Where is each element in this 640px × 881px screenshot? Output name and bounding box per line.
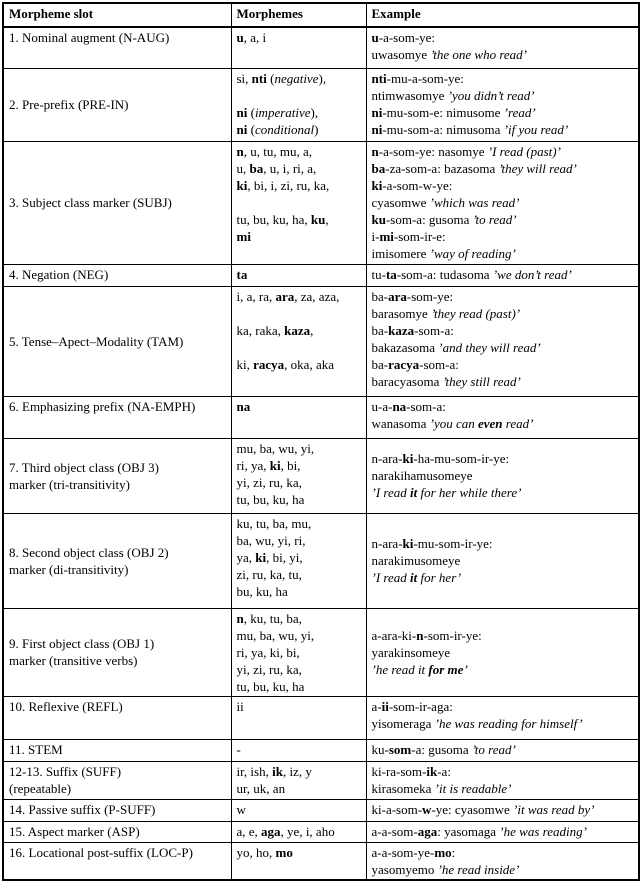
slot-cell (3, 396, 231, 438)
table-row-asp (3, 821, 639, 842)
text-line: kirasomeka ’it is readable’ (371, 780, 512, 796)
text-line: ku, tu, ba, mu, (236, 515, 312, 531)
text-line: ki-ra-som-ik-a: (371, 763, 451, 779)
text-line: yi, zi, ru, ka, (236, 474, 302, 490)
morphemes-cell (231, 739, 366, 761)
morphemes-cell (231, 396, 366, 438)
table-row-obj3 (3, 438, 639, 513)
column-header-morphemes: Morphemes (231, 3, 366, 27)
text-line (237, 305, 361, 322)
text-line: tu, bu, ku, ha (236, 491, 305, 507)
text-line: yisomeraga ’he was reading for himself’ (371, 715, 583, 731)
morphemes-cell (231, 842, 366, 880)
text-line: 7. Third object class (OBJ 3) (9, 459, 159, 475)
text-line: ki-a-som-w-ye: cyasomwe ’it was read by’ (371, 801, 595, 817)
text-line: mu, ba, wu, yi, (236, 440, 315, 456)
example-cell (366, 286, 639, 396)
example-cell (366, 799, 639, 821)
text-line: tu, bu, ku, ha (236, 678, 305, 694)
slot-cell (3, 141, 231, 264)
text-line: ni-mu-som-a: nimusoma ’if you read’ (371, 121, 569, 137)
table-row-na-emph (3, 396, 639, 438)
text-line: u, ba, u, i, ri, a, (236, 160, 317, 176)
table-row-neg (3, 264, 639, 286)
example-cell (366, 27, 639, 68)
header-row (3, 3, 639, 27)
table-row-loc-p (3, 842, 639, 880)
slot-cell (3, 513, 231, 608)
text-line: n-a-som-ye: nasomye ’I read (past)’ (371, 143, 561, 159)
table-row-p-suff (3, 799, 639, 821)
text-line: ba, wu, yi, ri, (236, 532, 306, 548)
morphemes-cell (231, 696, 366, 739)
slot-cell (3, 608, 231, 696)
text-line: 4. Negation (NEG) (9, 266, 109, 282)
table-row-obj2 (3, 513, 639, 608)
text-line: n-ara-ki-ha-mu-som-ir-ye: (371, 451, 510, 466)
text-line: ki, bi, i, zi, ru, ka, (236, 177, 330, 193)
text-line: i-mi-som-ir-e: (371, 228, 446, 244)
text-line: imisomere ’way of reading’ (371, 245, 516, 261)
morphemes-cell (231, 264, 366, 286)
column-header-morpheme-slot: Morpheme slot (3, 3, 231, 27)
text-line: cyasomwe ’which was read’ (371, 194, 520, 210)
text-line: ni (imperative), (236, 104, 319, 120)
text-line: 8. Second object class (OBJ 2) (9, 544, 169, 560)
text-line: n, u, tu, mu, a, (236, 143, 312, 159)
text-line: tu, bu, ku, ha, ku, (236, 211, 329, 227)
example-cell (366, 438, 639, 513)
text-line: u, a, i (236, 30, 267, 45)
text-line: a, e, aga, ye, i, aho (236, 823, 335, 839)
morphemes-cell (231, 27, 366, 68)
morphemes-cell (231, 438, 366, 513)
morphemes-cell (231, 821, 366, 842)
text-line: 3. Subject class marker (SUBJ) (9, 195, 172, 210)
text-line: marker (transitive verbs) (9, 653, 138, 668)
text-line: ’he read it for me’ (371, 661, 468, 677)
text-line: 12-13. Suffix (SUFF) (9, 763, 122, 779)
table-row-pre-in (3, 68, 639, 141)
text-line: u-a-som-ye: (371, 30, 436, 45)
morpheme-table-body (3, 27, 639, 880)
text-line: ya, ki, bi, yi, (236, 549, 303, 565)
example-cell (366, 513, 639, 608)
example-cell (366, 842, 639, 880)
text-line: mu, ba, wu, yi, (236, 627, 315, 643)
slot-cell (3, 438, 231, 513)
table-row-subj (3, 141, 639, 264)
text-line: n-ara-ki-mu-som-ir-ye: (371, 536, 493, 551)
text-line: w (236, 801, 246, 817)
morphemes-cell (231, 68, 366, 141)
slot-cell (3, 761, 231, 799)
text-line: nti-mu-a-som-ye: (371, 70, 464, 86)
text-line: ’I read it for her’ (371, 570, 462, 585)
text-line: 14. Passive suffix (P-SUFF) (9, 801, 156, 817)
table-row-refl (3, 696, 639, 739)
slot-cell (3, 739, 231, 761)
text-line: a-ii-som-ir-aga: (371, 698, 453, 714)
morpheme-table (2, 2, 640, 881)
example-cell (366, 141, 639, 264)
text-line: ’I read it for her while there’ (371, 485, 522, 500)
text-line: u-a-na-som-a: (371, 398, 446, 414)
text-line: ur, uk, an (236, 780, 286, 796)
text-line: tu-ta-som-a: tudasoma ’we don’t read’ (371, 266, 572, 282)
text-line: 15. Aspect marker (ASP) (9, 823, 140, 839)
slot-cell (3, 27, 231, 68)
text-line: yasomyemo ’he read inside’ (371, 861, 520, 877)
text-line: 2. Pre-prefix (PRE-IN) (9, 97, 129, 112)
text-line: - (236, 741, 241, 757)
text-line: 10. Reflexive (REFL) (9, 698, 123, 714)
example-cell (366, 739, 639, 761)
text-line (237, 194, 361, 211)
text-line (237, 87, 361, 104)
text-line: ni (conditional) (236, 121, 319, 137)
text-line: ku-som-a: gusoma ’to read’ (371, 741, 516, 757)
text-line: 9. First object class (OBJ 1) (9, 636, 155, 651)
text-line: ba-za-som-a: bazasoma ’they will read’ (371, 160, 577, 176)
example-cell (366, 761, 639, 799)
morphemes-cell (231, 761, 366, 799)
text-line: ba-ara-som-ye: (371, 288, 454, 304)
text-line: 16. Locational post-suffix (LOC-P) (9, 844, 193, 860)
text-line: ki, racya, oka, aka (236, 356, 334, 372)
text-line: a-a-som-ye-mo: (371, 844, 456, 860)
text-line: 5. Tense–Apect–Modality (TAM) (9, 333, 184, 349)
text-line: na (236, 398, 251, 414)
morphemes-cell (231, 513, 366, 608)
slot-cell (3, 286, 231, 396)
text-line: 6. Emphasizing prefix (NA-EMPH) (9, 398, 196, 414)
slot-cell (3, 68, 231, 141)
text-line: ka, raka, kaza, (236, 322, 314, 338)
morphemes-cell (231, 141, 366, 264)
table-row-n-aug (3, 27, 639, 68)
example-cell (366, 608, 639, 696)
text-line: 11. STEM (9, 741, 63, 757)
text-line: a-a-som-aga: yasomaga ’he was reading’ (371, 823, 587, 839)
text-line: narakihamusomeye (371, 468, 473, 483)
text-line: mi (236, 228, 251, 244)
text-line: ki-a-som-w-ye: (371, 177, 453, 193)
text-line: baracyasoma ’they still read’ (371, 373, 521, 389)
text-line: wanasoma ’you can even read’ (371, 415, 534, 431)
slot-cell (3, 696, 231, 739)
text-line: yarakinsomeye (371, 644, 451, 660)
text-line: ba-racya-som-a: (371, 356, 459, 372)
text-line: 1. Nominal augment (N-AUG) (9, 30, 170, 45)
text-line (237, 339, 361, 356)
example-cell (366, 696, 639, 739)
example-cell (366, 821, 639, 842)
slot-cell (3, 821, 231, 842)
text-line: ir, ish, ik, iz, y (236, 763, 312, 779)
table-row-suff (3, 761, 639, 799)
text-line: si, nti (negative), (236, 70, 327, 86)
table-row-tam (3, 286, 639, 396)
text-line: bakazasoma ’and they will read’ (371, 339, 541, 355)
text-line: bu, ku, ha (236, 583, 288, 599)
text-line: n, ku, tu, ba, (236, 610, 302, 626)
slot-cell (3, 842, 231, 880)
text-line: barasomye ’they read (past)’ (371, 305, 521, 321)
text-line: ni-mu-som-e: nimusome ’read’ (371, 104, 536, 120)
text-line: narakimusomeye (371, 553, 461, 568)
text-line: a-ara-ki-n-som-ir-ye: (371, 627, 482, 643)
text-line: marker (tri-transitivity) (9, 476, 130, 492)
slot-cell (3, 264, 231, 286)
text-line: yo, ho, mo (236, 844, 293, 860)
morphemes-cell (231, 799, 366, 821)
morphemes-cell (231, 608, 366, 696)
text-line: ii (236, 698, 244, 714)
text-line: (repeatable) (9, 780, 72, 796)
text-line: marker (di-transitivity) (9, 561, 129, 577)
text-line: ri, ya, ki, bi, (236, 457, 301, 473)
text-line: ntimwasomye ’you didn’t read’ (371, 87, 535, 103)
text-line: yi, zi, ru, ka, (236, 661, 302, 677)
example-cell (366, 68, 639, 141)
example-cell (366, 264, 639, 286)
text-line: ku-som-a: gusoma ’to read’ (371, 211, 517, 227)
table-row-obj1 (3, 608, 639, 696)
text-line: zi, ru, ka, tu, (236, 566, 302, 582)
example-cell (366, 396, 639, 438)
table-row-stem (3, 739, 639, 761)
text-line: ba-kaza-som-a: (371, 322, 454, 338)
text-line: ri, ya, ki, bi, (236, 644, 300, 660)
slot-cell (3, 799, 231, 821)
text-line: ta (236, 266, 248, 282)
morphemes-cell (231, 286, 366, 396)
text-line: uwasomye ’the one who read’ (371, 47, 527, 62)
column-header-example: Example (366, 3, 639, 27)
text-line: i, a, ra, ara, za, aza, (236, 288, 340, 304)
